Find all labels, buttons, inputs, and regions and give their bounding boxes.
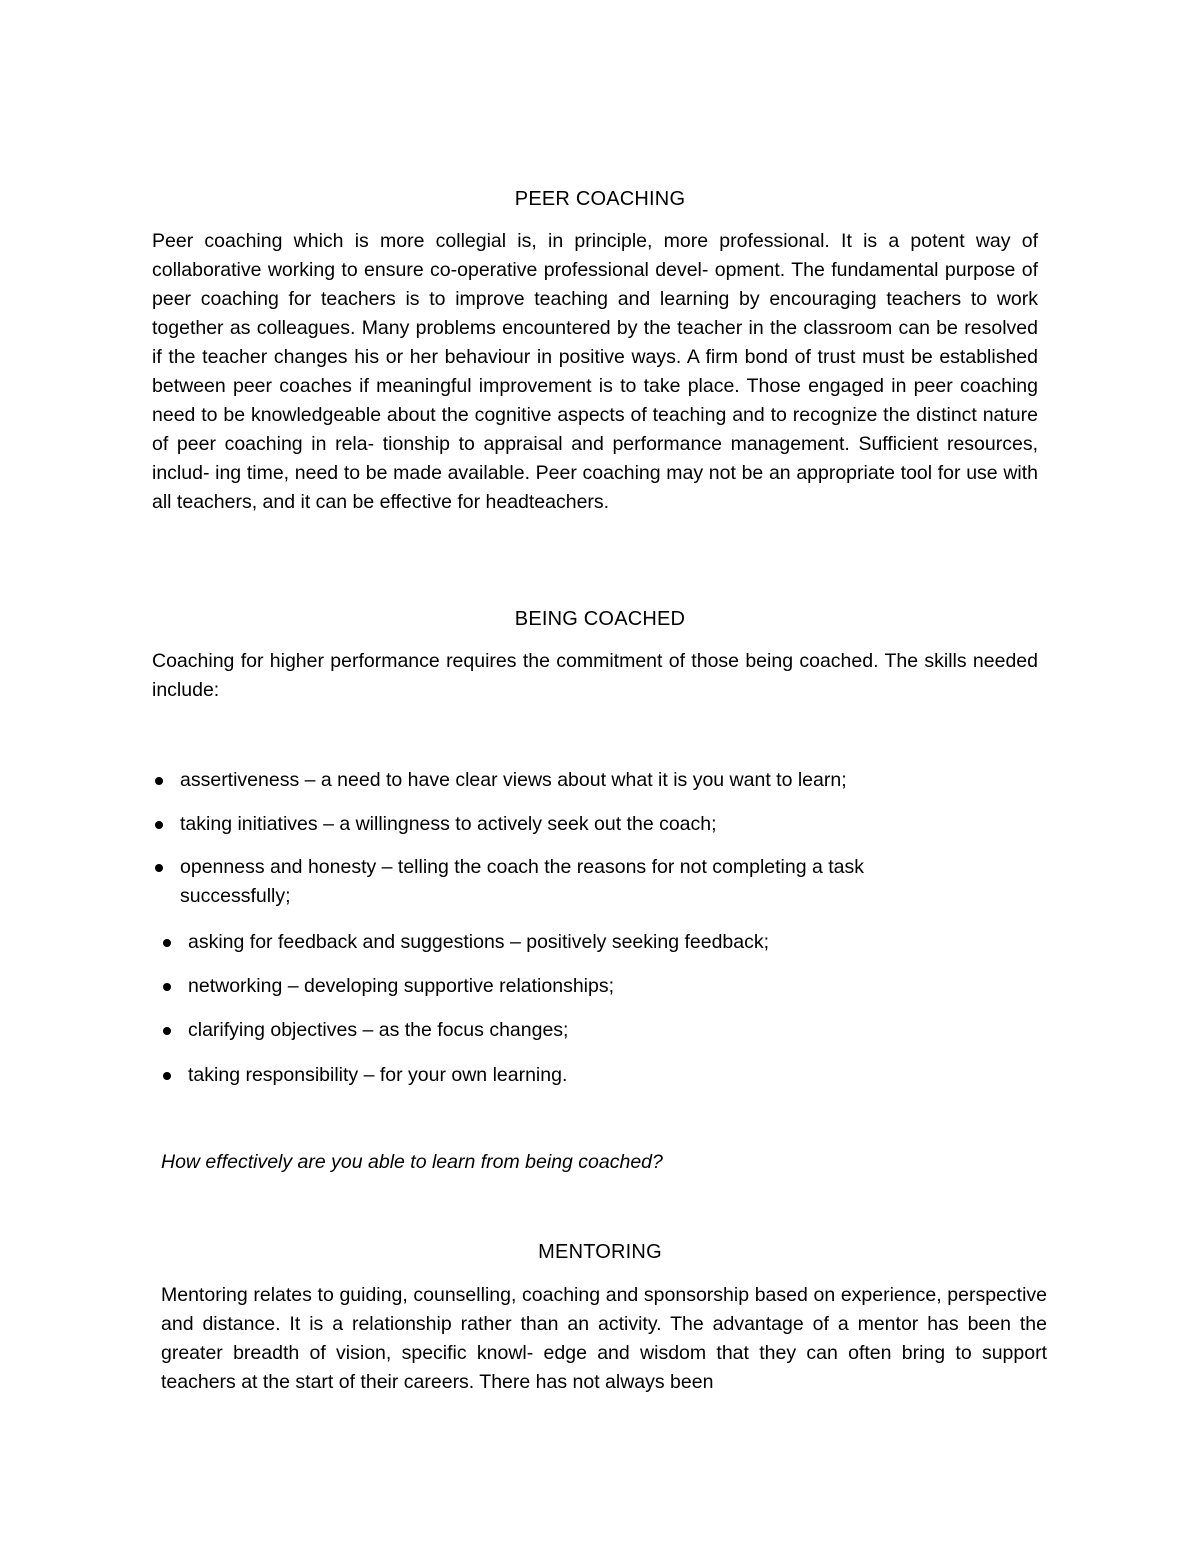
being-coached-intro: Coaching for higher performance requires the commitment of those being coached. The skills needed include:: [152, 650, 1038, 701]
skill-text: openness and honesty – telling the coach the reasons for not completing a task successfully;: [180, 856, 865, 907]
bullet-icon: [155, 821, 163, 829]
bullet-icon: [163, 1027, 171, 1035]
bullet-icon: [163, 1072, 171, 1080]
peer-coaching-heading: PEER COACHING: [514, 188, 686, 210]
bullet-icon: [155, 777, 163, 785]
bullet-icon: [163, 939, 171, 947]
bullet-icon: [163, 983, 171, 991]
skill-text: assertiveness – a need to have clear views about what it is you want to learn;: [180, 769, 847, 791]
mentoring-paragraph: Mentoring relates to guiding, counselling, coaching and sponsorship based on experience, perspective and distance. It is a relationship rather than an activity. The advantage of a mentor has been the greater breadth of vision, specific knowl- edge and wisdom that they can often bring to support teachers at the start of their careers. There has not always been: [161, 1284, 1047, 1393]
skill-text: taking initiatives – a willingness to actively seek out the coach;: [180, 813, 717, 835]
mentoring-heading: MENTORING: [538, 1241, 662, 1263]
skills-list: [155, 0, 1055, 1100]
skill-text: taking responsibility – for your own learning.: [188, 1064, 568, 1086]
skill-text: asking for feedback and suggestions – positively seeking feedback;: [188, 931, 770, 953]
bullet-icon: [155, 864, 163, 872]
reflection-question: How effectively are you able to learn from being coached?: [161, 1151, 663, 1173]
being-coached-heading: BEING COACHED: [514, 608, 686, 630]
skill-text: clarifying objectives – as the focus changes;: [188, 1019, 569, 1041]
skill-text: networking – developing supportive relationships;: [188, 975, 615, 997]
peer-coaching-paragraph: Peer coaching which is more collegial is, in principle, more professional. It is a potent way of collaborative working to ensure co-operative professional devel- opment. The fundamental purpose of peer coaching for teachers is to improve teaching and learning by encouraging teachers to work together as colleagues. Many problems encountered by the teacher in the classroom can be resolved if the teacher changes his or her behaviour in positive ways. A firm bond of trust must be established between peer coaches if meaningful improvement is to take place. Those engaged in peer coaching need to be knowledgeable about the cognitive aspects of teaching and to recognize the distinct nature of peer coaching in rela- tionship to appraisal and performance management. Sufficient resources, includ- ing time, need to be made available. Peer coaching may not be an appropriate tool for use with all teachers, and it can be effective for headteachers.: [152, 230, 1038, 513]
